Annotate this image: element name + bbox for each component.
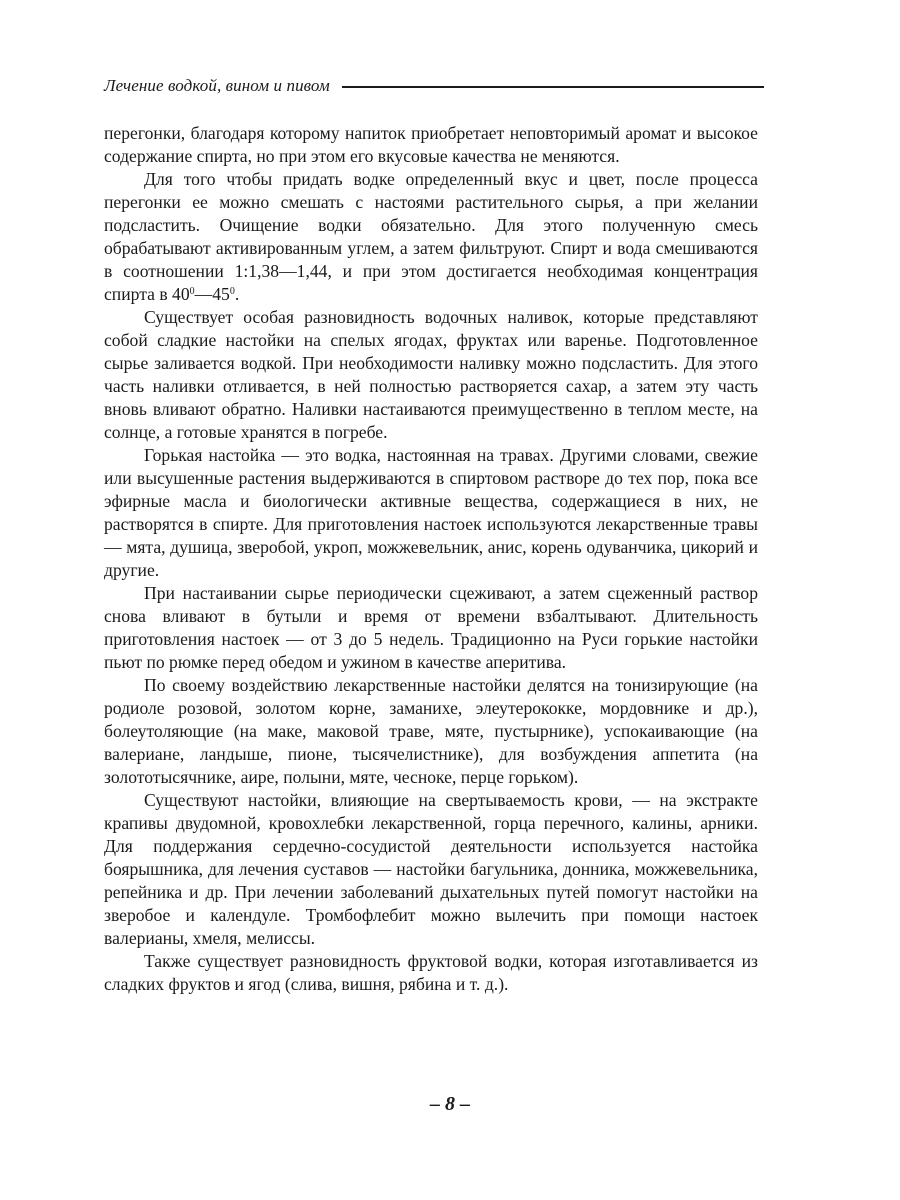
paragraph: Существуют настойки, влияющие на свертываемость крови, — на экстракте крапивы двудомной, кровохлебки лекарственной, горца перечного, калины, арники. Для поддержания сердечно-сосудистой деятельности используется настойка боярышника, для лечения суставов — настойки багульника, донника, можжевельника, репейника и др. При лечении заболеваний дыхательных путей помогут настойки на зверобое и календуле. Тромбофлебит можно вылечить при помощи настоек валерианы, хмеля, мелиссы. [104, 790, 758, 948]
paragraph-text: —45 [194, 284, 230, 304]
paragraph: Также существует разновидность фруктовой водки, которая изготавливается из сладких фруктов и ягод (слива, вишня, рябина и т. д.). [104, 951, 758, 994]
paragraph-text: . [234, 284, 240, 304]
body-text [104, 122, 758, 996]
page-number: – 8 – [430, 1093, 470, 1115]
paragraph-text: Для того чтобы придать водке определенный вкус и цвет, после процесса перегонки ее можно смешать с настоями растительного сырья, а при желании подсластить. Очищение водки обязательно. Для этого полученную смесь обрабатывают активированным углем, а затем фильтруют. Спирт и вода смешиваются в соотношении 1:1,38—1,44, и при этом достигается необходимая концентрация спирта в 40 [104, 169, 758, 304]
degree-superscript: 0 [229, 286, 235, 297]
paragraph: По своему воздействию лекарственные настойки делятся на тонизирующие (на родиоле розовой, золотом корне, заманихе, элеутерококке, мордовнике и др.), болеутоляющие (на маке, маковой траве, мяте, пустырнике), успокаивающие (на валериане, ландыше, пионе, тысячелистнике), для возбуждения аппетита (на золототысячнике, аире, полыни, мяте, чесноке, перце горьком). [104, 675, 758, 787]
paragraph [104, 168, 758, 306]
running-title: Лечение водкой, вином и пивом [104, 76, 330, 95]
paragraph: При настаивании сырье периодически сцеживают, а затем сцеженный раствор снова вливают в бутыли и время от времени взбалтывают. Длительность приготовления настоек — от 3 до 5 недель. Традиционно на Руси горькие настойки пьют по рюмке перед обедом и ужином в качестве аперитива. [104, 583, 758, 672]
paragraph: Горькая настойка — это водка, настоянная на травах. Другими словами, свежие или высушенные растения выдерживаются в спиртовом растворе до тех пор, пока все эфирные масла и биологически активные вещества, содержащиеся в них, не растворятся в спирте. Для приготовления настоек используются лекарственные травы — мята, душица, зверобой, укроп, можжевельник, анис, корень одуванчика, цикорий и другие. [104, 445, 758, 580]
degree-superscript: 0 [189, 286, 195, 297]
paragraph-continuation: перегонки, благодаря которому напиток приобретает неповторимый аромат и высокое содержание спирта, но при этом его вкусовые качества не меняются. [104, 123, 758, 166]
running-header [104, 74, 764, 98]
header-rule [342, 86, 764, 88]
paragraph: Существует особая разновидность водочных наливок, которые представляют собой сладкие настойки на спелых ягодах, фруктах или варенье. Подготовленное сырье заливается водкой. При необходимости наливку можно подсластить. Для этого часть наливки отливается, в ней полностью растворяется сахар, а затем эту часть вновь вливают обратно. Наливки настаиваются преимущественно в теплом месте, на солнце, а готовые хранятся в погребе. [104, 307, 758, 442]
